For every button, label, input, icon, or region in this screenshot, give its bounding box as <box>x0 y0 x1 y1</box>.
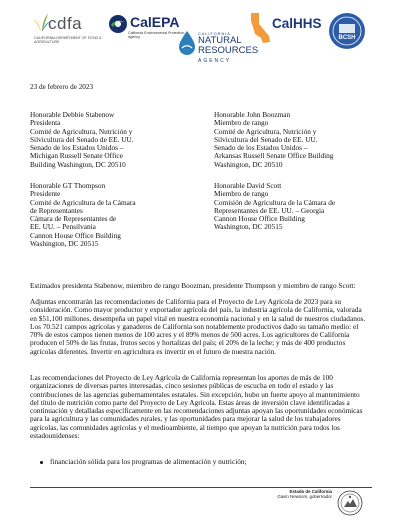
address-line: Honorable GT Thompson <box>30 181 106 190</box>
address-line: Senado de los Estados Unidos – <box>214 143 308 152</box>
water-drop-icon <box>178 30 196 56</box>
calepa-subtitle: California Environmental Protection Agency <box>128 31 185 40</box>
body-paragraph-2: Las recomendaciones del Proyecto de Ley Agrícola de California representan los aportes de más de 100 organizaciones de diversas partes interesadas, cinco sesiones públicas de escucha en todo el estado y las contribuciones de las agencias gubernamentales estatales. Sin excepción, hubo un fuerte apoyo al mantenimiento del título de nutrición como parte del Proyecto de Ley Agrícola. Estas áreas de inversión clave identificadas a continuación y detalladas específicamente en las recomendaciones adjuntas apoyan las oportunidades económicas para la agricultura y las comunidades rurales, y las oportunidades para mejorar la salud de los trabajadores agrícolas, las comunidades agrícolas y el medioambiente, al tiempo que apoyan la nutrición para todos los estadounidenses: <box>30 373 363 440</box>
address-line: Comisión de Agricultura de la Cámara de <box>214 197 336 207</box>
address-line: Representantes de EE. UU. – Georgia <box>214 205 325 215</box>
address-line: Presidente <box>30 189 61 199</box>
body-paragraph-1: Adjuntas encontrarán las recomendaciones de California para el Proyecto de Ley Agrícola de 2023 para su consideración. Como mayor productor y exportador agrícola del país, la industria agrícola de California, valorada en $51,100 millones, desempeña un papel vital en nuestra economía nacional y en la salud de nuestros ciudadanos. Los 70.521 campos agrícolas y ganaderos de California son notablemente productivos dado su tamaño medio: el 70% de estos campos tienen menos de 100 acres y el 89% menos de 500 acres. Los agricultores de California producen el 50% de las frutas, frutos secos y hortalizas del país; el 20% de la leche; y más de 400 productos agrícolas diferentes. Invertir en agricultura es invertir en el futuro de nuestra nación. <box>30 297 366 356</box>
calepa-swirl-icon <box>108 14 128 34</box>
address-line: Miembro de rango <box>214 189 269 199</box>
address-line: Cámara de Representantes de <box>30 214 117 223</box>
address-line: Miembro de rango <box>214 118 269 128</box>
nra-line-2: RESOURCES <box>198 45 259 56</box>
addressee-block-stabenow <box>30 111 134 169</box>
address-line: EE. UU. – Pensilvania <box>30 222 96 232</box>
footer-state-name: Estado de California <box>289 489 332 494</box>
address-line: Michigan Russell Senate Office <box>30 151 123 161</box>
bullet-text: financiación sólida para los programas de alimentación y nutrición; <box>50 457 247 466</box>
addressee-block-scott <box>214 182 335 232</box>
footer-state-info <box>252 489 332 500</box>
address-line: Cannon House Office Building <box>30 230 121 240</box>
nra-line-3: AGENCY <box>198 58 232 64</box>
wheat-leaf-icon <box>32 11 52 33</box>
bullet-item <box>40 457 247 466</box>
calepa-wordmark: CalEPA <box>130 14 180 30</box>
natural-resources-logo <box>178 32 259 66</box>
calhhs-logo <box>254 14 320 31</box>
address-line: Honorable John Boozman <box>214 110 291 119</box>
address-line: Presidenta <box>30 118 61 128</box>
bullet-dot-icon <box>40 461 43 464</box>
address-line: Building Washington, DC 20510 <box>30 159 126 169</box>
addressee-block-boozman <box>214 111 333 169</box>
address-line: Washington, DC 20510 <box>214 159 283 169</box>
nra-line-1: NATURAL <box>198 35 242 46</box>
address-line: Washington, DC 20515 <box>30 238 99 248</box>
california-state-icon <box>248 12 272 44</box>
agency-logos <box>0 10 402 72</box>
address-line: Senado de los Estados Unidos – <box>30 143 124 152</box>
address-line: Honorable Debbie Stabenow <box>30 110 115 119</box>
bcsh-seal-icon <box>328 12 366 50</box>
nra-small-label: CALIFORNIA <box>198 32 231 36</box>
address-line: Comité de Agricultura, Nutrición y <box>30 126 133 136</box>
calhhs-wordmark: CalHHS <box>272 16 322 31</box>
footer-divider <box>30 487 372 488</box>
bcsh-seal-logo <box>328 12 366 50</box>
cdfa-wordmark: cdfa <box>48 14 83 33</box>
address-line: Silvicultura del Senado de EE. UU. <box>214 134 318 144</box>
address-line: Cannon House Office Building <box>214 214 305 223</box>
address-line: Comité de Agricultura de la Cámara <box>30 197 136 207</box>
footer-governor: Gavin Newsom, gobernador <box>277 494 332 500</box>
cdfa-logo <box>34 14 104 45</box>
address-line: Comité de Agricultura, Nutrición y <box>214 126 317 136</box>
address-line: Arkansas Russell Senate Office Building <box>214 151 334 161</box>
address-line: Honorable David Scott <box>214 181 282 190</box>
addressee-block-thompson <box>30 182 136 248</box>
letter-date: 23 de febrero de 2023 <box>30 83 94 91</box>
address-line: de Representantes <box>30 205 83 215</box>
cdfa-subtitle: CALIFORNIA DEPARTMENT OF FOOD & AGRICULTURE <box>34 36 102 45</box>
salutation: Estimados presidenta Stabenow, miembro de rango Boozman, presidente Thompson y miembro de rango Scott: <box>30 281 356 290</box>
address-line: Washington, DC 20515 <box>214 222 283 232</box>
state-seal-icon <box>337 490 363 516</box>
address-line: Silvicultura del Senado de EE. UU. <box>30 134 134 144</box>
svg-text:BCSH: BCSH <box>338 35 356 41</box>
